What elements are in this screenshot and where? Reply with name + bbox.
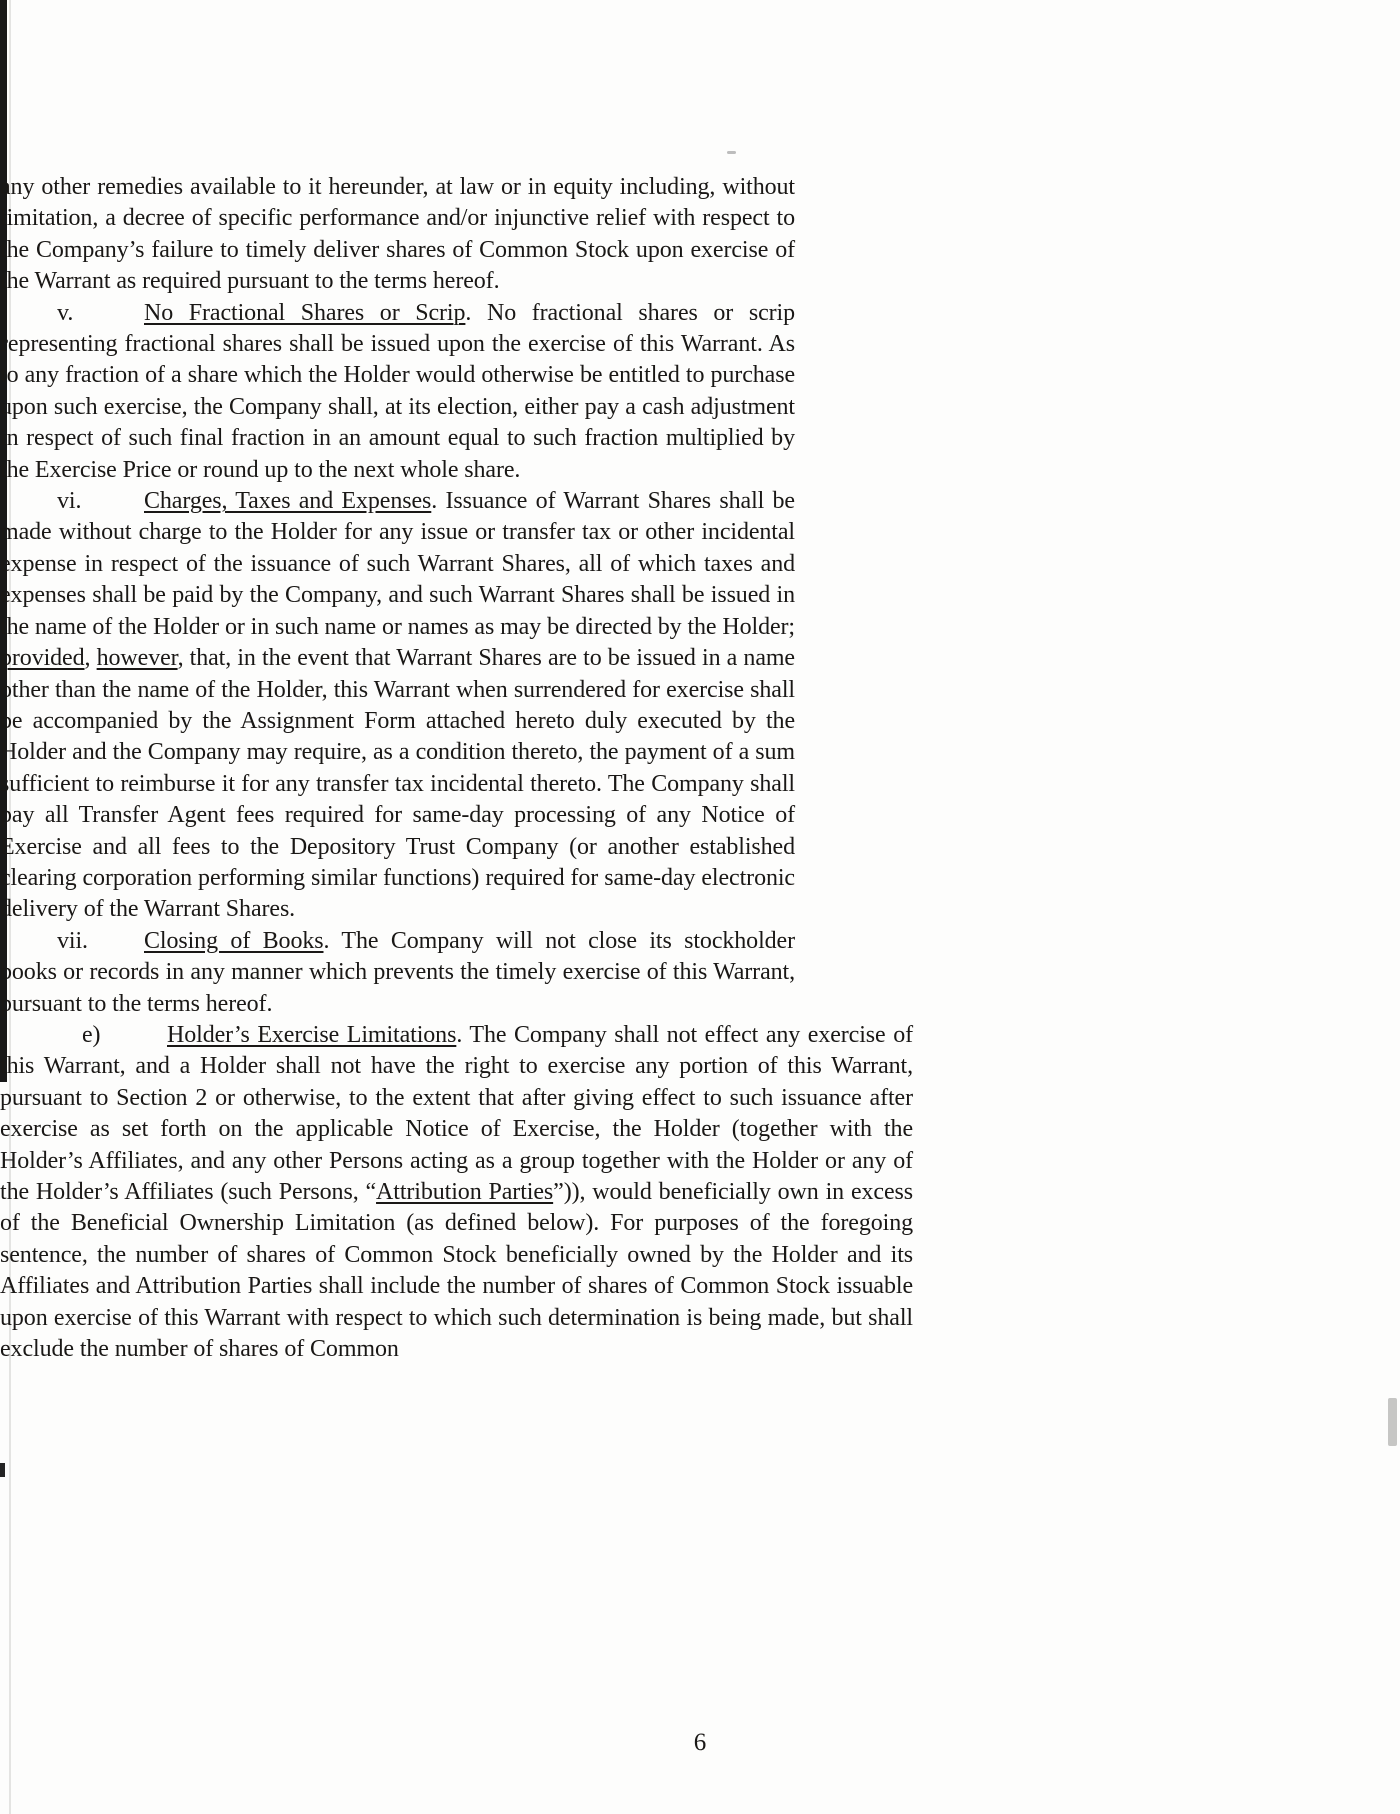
section-vi-sep: , [84,645,97,672]
section-v-number: v. [57,299,74,326]
section-e-number: e) [82,1021,101,1048]
section-v-heading: No Fractional Shares or Scrip [144,299,466,326]
section-vii-body: The Company will not close its stockholder books or records in any manner which prevents the timely exercise of this Warrant, pursuant to the terms hereof. [0,927,795,1017]
section-vi-heading-sep: . [431,488,446,515]
scan-artifact-left-nub [0,1463,5,1477]
paragraph-intro-text: any other remedies available to it hereunder, at law or in equity including, without limitation, a decree of specific performance and/or injunctive relief with respect to the Company’s failure to timely deliver shares of Common Stock upon exercise of the Warrant as required pursuant to the terms hereof. [0,174,795,295]
section-vi-heading: Charges, Taxes and Expenses [144,488,432,515]
page-number: 6 [693,1729,707,1756]
section-e-underline-attribution-parties: Attribution Parties [376,1179,554,1205]
scan-artifact-speck [727,151,736,154]
section-e-heading: Holder’s Exercise Limitations [167,1021,457,1048]
section-v-body: No fractional shares or scrip representing fractional shares shall be issued upon the exercise of this Warrant. As to any fraction of a share which the Holder would otherwise be entitled to purchase upon such exercise, the Company shall, at its election, either pay a cash adjustment in respect of such final fraction in an amount equal to such fraction multiplied by the Exercise Price or round up to the next whole share. [0,299,795,483]
section-v [0,298,795,486]
section-vi-number: vi. [57,488,82,515]
section-vi-underline-provided: provided [0,645,85,672]
section-vi-body-1: Issuance of Warrant Shares shall be made without charge to the Holder for any issue or transfer tax or other incidental expense in respect of the issuance of such Warrant Shares, all of which taxes and expenses shall be paid by the Company, and such Warrant Shares shall be issued in the name of the Holder or in such name or names as may be directed by the Holder; [0,488,795,640]
section-vii [0,926,795,1020]
section-vi [0,486,795,926]
section-e-body-1: The Company shall not effect any exercise of this Warrant, and a Holder shall not have the right to exercise any portion of this Warrant, pursuant to Section 2 or otherwise, to the extent that after giving effect to such issuance after exercise as set forth on the applicable Notice of Exercise, the Holder (together with the Holder’s Affiliates, and any other Persons acting as a group together with the Holder or any of the Holder’s Affiliates (such Persons, “ [0,1021,913,1205]
section-vii-heading-sep: . [323,927,342,954]
section-e-body-2: ”)), would beneficially own in excess of the Beneficial Ownership Limitation (as defined below). For purposes of the foregoing sentence, the number of shares of Common Stock beneficially owned by the Holder and its Affiliates and Attribution Parties shall include the number of shares of Common Stock issuable upon exercise of this Warrant with respect to which such determination is being made, but shall exclude the number of shares of Common [0,1179,913,1363]
section-e [0,1020,913,1365]
section-e-heading-sep: . [456,1021,470,1048]
section-vi-underline-however: however [96,645,178,672]
section-v-heading-sep: . [465,299,487,326]
paragraph-intro [0,172,795,298]
section-vi-body-2: , that, in the event that Warrant Shares are to be issued in a name other than the name of the Holder, this Warrant when surrendered for exercise shall be accompanied by the Assignment Form attached hereto duly executed by the Holder and the Company may require, as a condition thereto, the payment of a sum sufficient to reimburse it for any transfer tax incidental thereto. The Company shall pay all Transfer Agent fees required for same-day processing of any Notice of Exercise and all fees to the Depository Trust Company (or another established clearing corporation performing similar functions) required for same-day electronic delivery of the Warrant Shares. [0,645,795,923]
scan-artifact-right-mark [1388,1398,1397,1446]
section-vii-number: vii. [57,927,88,954]
section-vii-heading: Closing of Books [144,927,324,954]
document-body [0,172,1400,1365]
